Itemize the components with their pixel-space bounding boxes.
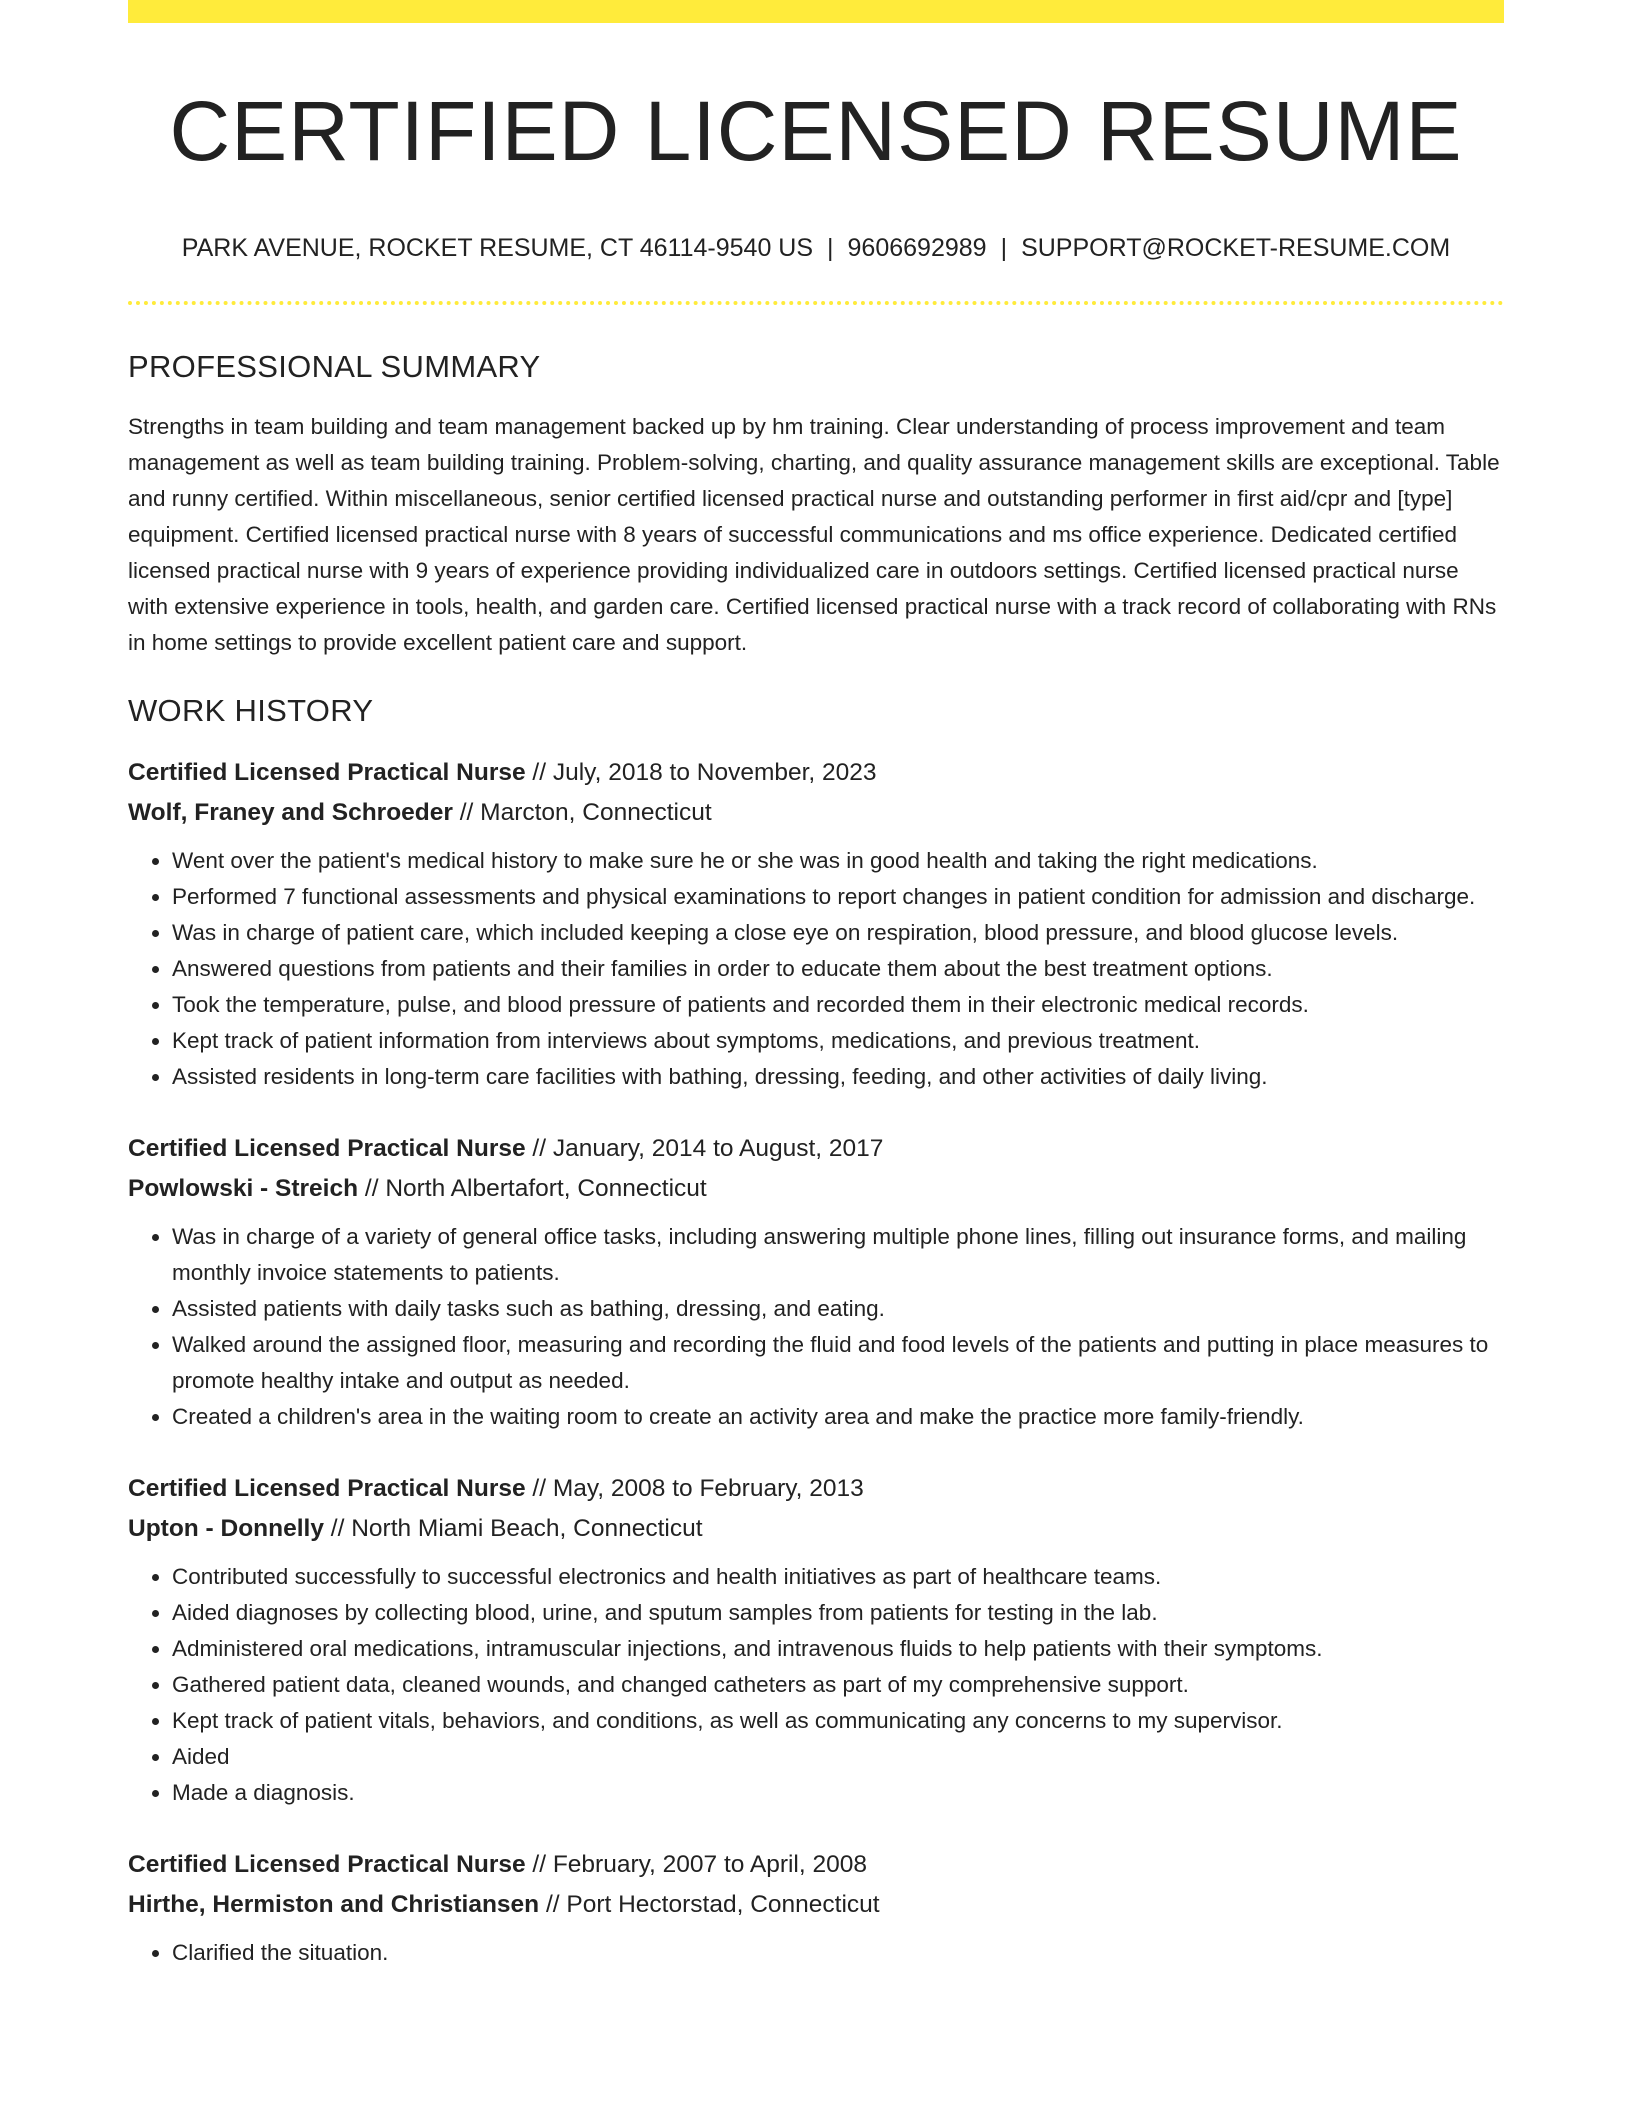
job-bullet: • Made a diagnosis.: [172, 1775, 1504, 1811]
job-entry-2: [128, 1129, 1504, 1435]
job-bullet: • Went over the patient's medical history to make sure he or she was in good health and taking the right medications.: [172, 843, 1504, 879]
contact-address: PARK AVENUE, ROCKET RESUME, CT 46114-9540 US: [181, 234, 814, 263]
job-bullet-list: [128, 843, 1504, 1095]
job-bullet: • Administered oral medications, intramuscular injections, and intravenous fluids to help patients with their symptoms.: [172, 1631, 1504, 1667]
job-bullet: • Walked around the assigned floor, measuring and recording the fluid and food levels of the patients and putting in place measures to promote healthy intake and output as needed.: [172, 1327, 1504, 1399]
job-bullet-list: [128, 1935, 1504, 1971]
job-location: // Marcton, Connecticut: [452, 799, 712, 827]
job-company: Hirthe, Hermiston and Christiansen: [128, 1891, 540, 1919]
job-bullet: • Aided: [172, 1739, 1504, 1775]
job-location: // Port Hectorstad, Connecticut: [539, 1891, 880, 1919]
job-bullet: • Aided diagnoses by collecting blood, urine, and sputum samples from patients for testing in the lab.: [172, 1595, 1504, 1631]
work-history-heading: WORK HISTORY: [128, 693, 374, 729]
contact-separator: |: [1000, 234, 1008, 263]
job-title-line: [128, 1129, 1504, 1169]
job-role: Certified Licensed Practical Nurse: [128, 1135, 526, 1163]
contact-phone: 9606692989: [847, 234, 987, 263]
job-bullet: • Performed 7 functional assessments and physical examinations to report changes in patient condition for admission and discharge.: [172, 879, 1504, 915]
job-title-line: [128, 1845, 1504, 1885]
header-accent-bar: [128, 0, 1504, 23]
job-title-line: [128, 1469, 1504, 1509]
job-company: Upton - Donnelly: [128, 1515, 324, 1543]
job-dates: // January, 2014 to August, 2017: [525, 1135, 884, 1163]
job-location: // North Albertafort, Connecticut: [358, 1175, 707, 1203]
job-company-line: [128, 1885, 1504, 1925]
job-dates: // February, 2007 to April, 2008: [525, 1851, 867, 1879]
job-role: Certified Licensed Practical Nurse: [128, 1475, 526, 1503]
job-entry-1: [128, 753, 1504, 1095]
job-entry-4: [128, 1845, 1504, 1971]
job-entry-3: [128, 1469, 1504, 1811]
job-company-line: [128, 1169, 1504, 1209]
dotted-divider: [128, 301, 1504, 305]
summary-text: Strengths in team building and team management backed up by hm training. Clear understanding of process improvement and team management as well as team building training. Problem-solving, charting, and quality assurance management skills are exceptional. Table and runny certified. Within miscellaneous, senior certified licensed practical nurse and outstanding performer in first aid/cpr and [type] equipment. Certified licensed practical nurse with 8 years of successful communications and ms office experience. Dedicated certified licensed practical nurse with 9 years of experience providing individualized care in outdoors settings. Certified licensed practical nurse with extensive experience in tools, health, and garden care. Certified licensed practical nurse with a track record of collaborating with RNs in home settings to provide excellent patient care and support.: [128, 414, 1500, 656]
job-bullet-list: [128, 1559, 1504, 1811]
job-dates: // July, 2018 to November, 2023: [525, 759, 877, 787]
job-bullet: • Contributed successfully to successful electronics and health initiatives as part of healthcare teams.: [172, 1559, 1504, 1595]
job-company: Powlowski - Streich: [128, 1175, 359, 1203]
resume-page: [128, 0, 1504, 1971]
job-bullet: • Took the temperature, pulse, and blood pressure of patients and recorded them in their electronic medical records.: [172, 987, 1504, 1023]
job-bullet-list: [128, 1219, 1504, 1435]
job-bullet: • Clarified the situation.: [172, 1935, 1504, 1971]
job-dates: // May, 2008 to February, 2013: [525, 1475, 864, 1503]
job-bullet: • Created a children's area in the waiting room to create an activity area and make the practice more family-friendly.: [172, 1399, 1504, 1435]
job-company-line: [128, 1509, 1504, 1549]
job-company: Wolf, Franey and Schroeder: [128, 799, 453, 827]
contact-line: [128, 233, 1504, 263]
job-role: Certified Licensed Practical Nurse: [128, 1851, 526, 1879]
job-bullet: • Assisted residents in long-term care facilities with bathing, dressing, feeding, and other activities of daily living.: [172, 1059, 1504, 1095]
job-bullet: • Was in charge of patient care, which included keeping a close eye on respiration, blood pressure, and blood glucose levels.: [172, 915, 1504, 951]
job-bullet: • Was in charge of a variety of general office tasks, including answering multiple phone lines, filling out insurance forms, and mailing monthly invoice statements to patients.: [172, 1219, 1504, 1291]
summary-heading: PROFESSIONAL SUMMARY: [128, 349, 541, 385]
job-bullet: • Kept track of patient information from interviews about symptoms, medications, and previous treatment.: [172, 1023, 1504, 1059]
job-location: // North Miami Beach, Connecticut: [323, 1515, 703, 1543]
job-title-line: [128, 753, 1504, 793]
job-company-line: [128, 793, 1504, 833]
job-bullet: • Answered questions from patients and their families in order to educate them about the best treatment options.: [172, 951, 1504, 987]
contact-separator: |: [827, 234, 834, 263]
job-bullet: • Gathered patient data, cleaned wounds, and changed catheters as part of my comprehensive support.: [172, 1667, 1504, 1703]
job-bullet: • Assisted patients with daily tasks such as bathing, dressing, and eating.: [172, 1291, 1504, 1327]
resume-title: CERTIFIED LICENSED RESUME: [169, 84, 1463, 178]
contact-email: SUPPORT@ROCKET-RESUME.COM: [1021, 234, 1451, 263]
job-role: Certified Licensed Practical Nurse: [128, 759, 526, 787]
job-bullet: • Kept track of patient vitals, behaviors, and conditions, as well as communicating any concerns to my supervisor.: [172, 1703, 1504, 1739]
